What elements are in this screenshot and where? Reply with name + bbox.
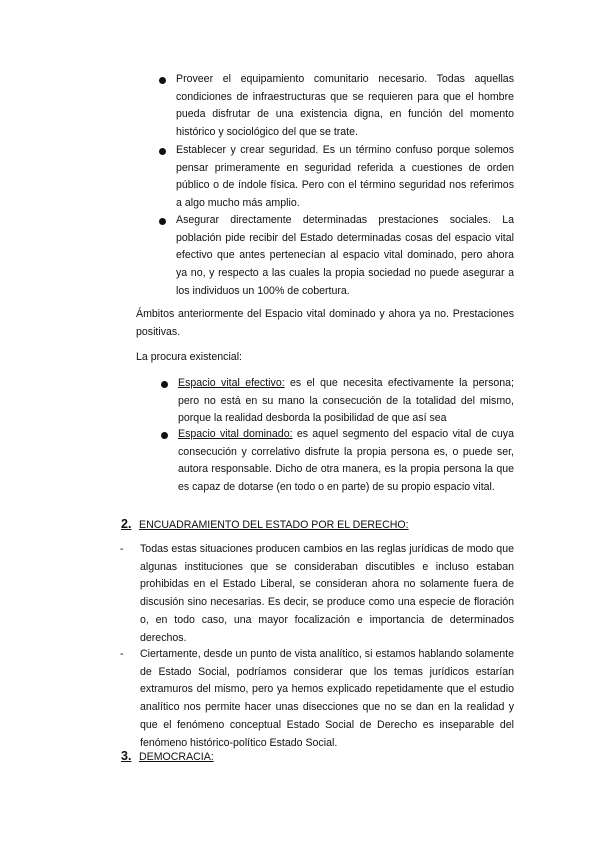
procura-item-efectivo bbox=[178, 375, 514, 428]
dash-marker: - bbox=[120, 648, 124, 660]
bullet-paragraph-seguridad: Establecer y crear seguridad. Es un término confuso porque solemos pensar primeramente en seguridad referida a cuestiones de orden público o de índole física. Pero con el término seguridad nos referimos a algo mucho más amplio. bbox=[176, 144, 514, 210]
bullet-icon bbox=[159, 218, 166, 225]
ambitos-paragraph: Ámbitos anteriormente del Espacio vital dominado y ahora ya no. Prestaciones positivas. bbox=[136, 308, 514, 338]
section-title: ENCUADRAMIENTO DEL ESTADO POR EL DERECHO: bbox=[139, 519, 409, 531]
section2-paragraph-2: Ciertamente, desde un punto de vista analítico, si estamos hablando solamente de Estado Social, podríamos considerar que los temas jurídicos estarían extramuros del mismo, pero ya hemos explicado repetidamente que el estudio analítico nos permite hacer unas disecciones que no se dan en la realidad y que el fenómeno conceptual Estado Social de Derecho es inseparable del fenómeno histórico-político Estado Social. bbox=[140, 648, 514, 749]
bullet-paragraph-equipamiento: Proveer el equipamiento comunitario necesario. Todas aquellas condiciones de infraestructuras que se requieren para que el hombre pueda disfrutar de una existencia digna, en función del momento histórico y sociológico del que se trate. bbox=[176, 73, 514, 139]
procura-item-dominado bbox=[178, 426, 514, 497]
definition-text: es el que necesita efectivamente la persona; pero no está en su mano la consecución de la totalidad del mismo, porque la realidad desborda la posibilidad de que así sea bbox=[178, 377, 514, 425]
section2-paragraph-1: Todas estas situaciones producen cambios en las reglas jurídicas de modo que algunas instituciones que se consideraban discutibles e incluso estaban prohibidas en el Estado Liberal, se consideran ahora no solamente fuera de discusión sino necesarias. Es decir, se produce como una especie de floración o, en todo caso, una mayor focalización e importancia de determinados derechos. bbox=[140, 543, 514, 644]
definition-text: es aquel segmento del espacio vital de cuya consecución y correlativo disfrute la propia persona es, o puede ser, autora responsable. Dicho de otra manera, es la propia persona la que es capaz de dotarse (en todo o en parte) de su propio espacio vital. bbox=[178, 428, 514, 494]
bullet-icon bbox=[159, 148, 166, 155]
dash-marker: - bbox=[120, 543, 124, 555]
bullet-icon bbox=[159, 77, 166, 84]
section-heading-2 bbox=[121, 516, 409, 535]
bullet-icon bbox=[161, 381, 168, 388]
procura-label: La procura existencial: bbox=[136, 351, 242, 363]
section-title: DEMOCRACIA: bbox=[139, 751, 214, 763]
bullet-icon bbox=[161, 432, 168, 439]
section-heading-3 bbox=[121, 748, 214, 767]
section-number: 2. bbox=[121, 517, 132, 531]
term-espacio-vital-dominado: Espacio vital dominado: bbox=[178, 428, 293, 440]
bullet-paragraph-prestaciones: Asegurar directamente determinadas prestaciones sociales. La población pide recibir del Estado determinadas cosas del espacio vital efectivo que antes pertenecían al espacio vital dominado, pero ahora ya no, y respecto a las cuales la propia sociedad no puede asegurar a los individuos un 100% de cobertura. bbox=[176, 214, 514, 297]
term-espacio-vital-efectivo: Espacio vital efectivo: bbox=[178, 377, 285, 389]
section-number: 3. bbox=[121, 749, 132, 763]
